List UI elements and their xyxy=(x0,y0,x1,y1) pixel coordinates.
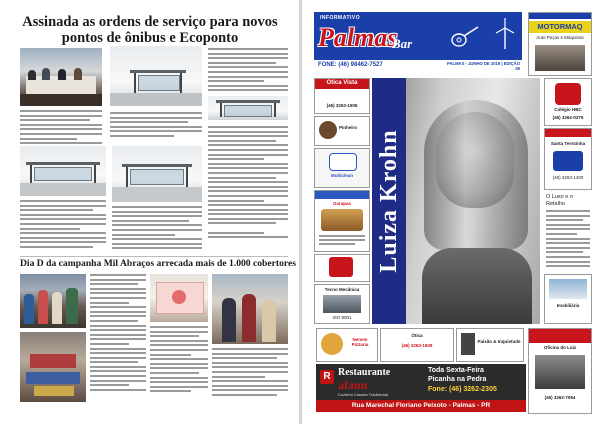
restaurant-name: afann xyxy=(338,378,368,392)
ad-nenem-pizzaria-name: Nenem Pizzaria xyxy=(351,337,369,347)
ad-red-logo xyxy=(314,254,370,282)
ad-strip xyxy=(316,328,524,362)
ad-pinheiro xyxy=(314,116,370,146)
ad-tecno-mecanica-name: Tecno Mecânica xyxy=(324,287,360,292)
article-text-col-5 xyxy=(112,206,202,252)
restaurant-banner xyxy=(316,364,526,412)
masthead-label: INFORMATIVO xyxy=(320,15,361,21)
ad-otica-strip-name: Ótica xyxy=(411,333,423,338)
ad-oficina-luiz xyxy=(528,328,592,414)
ads-left-column xyxy=(314,78,370,324)
volunteers-photo xyxy=(212,274,288,344)
bus-stop-render-2 xyxy=(208,96,288,120)
ad-colegio-hbc xyxy=(544,78,592,126)
promo-line-2: Picanha na Pedra xyxy=(428,376,487,383)
ad-paixao xyxy=(456,328,524,362)
ad-otica-strip-phone: (46) 3263-1609 xyxy=(401,343,433,348)
ad-otica-strip xyxy=(380,328,454,362)
ad-pinheiro-name: Pinheiro xyxy=(339,125,358,130)
masthead-title-suffix: Bar xyxy=(392,36,413,51)
guitar-icon xyxy=(450,24,480,50)
cover-name: Luiza Krohn xyxy=(376,129,402,273)
meeting-photo xyxy=(20,48,102,106)
bus-stop-render-1 xyxy=(110,46,202,106)
article-text-col-1 xyxy=(20,110,102,144)
wind-turbine-icon xyxy=(492,16,518,50)
bus-stop-render-4 xyxy=(112,146,202,202)
ad-paixao-name: Paixão & Inquietude xyxy=(477,339,521,344)
ad-colegio-hbc-name: Colégio HBC xyxy=(554,107,582,112)
side-column-heading: O Luxo e o Retalho xyxy=(546,194,573,207)
ad-multiclean-name: Multiclean xyxy=(330,173,353,178)
ad-tecno-mecanica-detail: ISO 9001 xyxy=(332,315,352,320)
blankets-photo xyxy=(20,332,86,402)
ad-motormaq-detail: Auto Peças e Máquinas xyxy=(536,35,584,40)
restaurant-logo: R xyxy=(320,370,334,384)
ad-motormaq xyxy=(528,12,592,76)
render-caption xyxy=(208,232,288,240)
section-divider xyxy=(20,256,288,257)
restaurant-phone: Fone: (46) 3262-2305 xyxy=(428,386,497,393)
article-text-top-right xyxy=(208,48,288,92)
campaign-text-col-1 xyxy=(90,274,146,402)
promo-line-1: Toda Sexta-Feira xyxy=(428,367,484,374)
ad-santa-terezinha-name: Santa Terezinha xyxy=(550,141,586,146)
masthead-title: Palmas xyxy=(318,23,398,52)
side-column-text xyxy=(546,210,590,270)
ad-santa-terezinha xyxy=(544,128,592,190)
ad-otica-vista-name: Ótica Vista xyxy=(326,80,358,86)
masthead-date: PALMAS - JUNHO DE 2019 | EDIÇÃO 05 xyxy=(447,61,520,71)
campaign-text-col-2 xyxy=(150,326,208,402)
ad-imobiliaria xyxy=(544,274,592,324)
ad-otica-vista xyxy=(314,78,370,114)
main-headline: Assinada as ordens de serviço para novos pontos de ônibus e Ecoponto xyxy=(22,14,278,46)
ad-oficina-luiz-phone: (46) 3262-7094 xyxy=(544,395,576,400)
campaign-text-col-3 xyxy=(212,348,288,402)
article-text-col-4 xyxy=(20,200,106,252)
masthead-phone: FONE: (46) 98462-7527 xyxy=(318,62,383,68)
ad-colegio-hbc-phone: (46) 3262-0375 xyxy=(552,115,584,120)
bus-stop-render-3 xyxy=(20,146,106,196)
article-text-col-2 xyxy=(110,112,202,140)
ad-motormaq-name: MOTORMAQ xyxy=(529,21,591,33)
restaurant-tagline: Cozinha Caseira Tradicional xyxy=(338,392,389,397)
ads-right-column xyxy=(544,78,592,324)
ad-nenem-pizzaria xyxy=(316,328,378,362)
right-page xyxy=(302,0,600,424)
restaurant-address: Rua Marechal Floriano Peixoto - Palmas - PR xyxy=(316,400,526,412)
second-headline: Dia D da campanha Mil Abraços arrecada mais de 1.000 cobertores xyxy=(20,258,296,269)
restaurant-label: Restaurante xyxy=(338,367,391,378)
ad-imobiliaria-name: Imobiliária xyxy=(556,303,580,308)
cover-photo xyxy=(372,78,540,324)
ad-oficina-luiz-name: Oficina do Luiz xyxy=(543,345,577,350)
campaign-crowd-photo xyxy=(20,274,86,328)
ad-garapas-name: Garapas xyxy=(332,201,351,206)
ad-otica-vista-phone: (46) 3263-1505 xyxy=(326,103,358,108)
ad-tecno-mecanica xyxy=(314,284,370,324)
ad-garapas xyxy=(314,190,370,252)
article-text-col-3 xyxy=(208,126,288,230)
ad-multiclean xyxy=(314,148,370,188)
masthead xyxy=(314,12,522,74)
ad-santa-terezinha-phone: (46) 3263-1400 xyxy=(552,175,584,180)
campaign-event-photo xyxy=(150,274,208,322)
